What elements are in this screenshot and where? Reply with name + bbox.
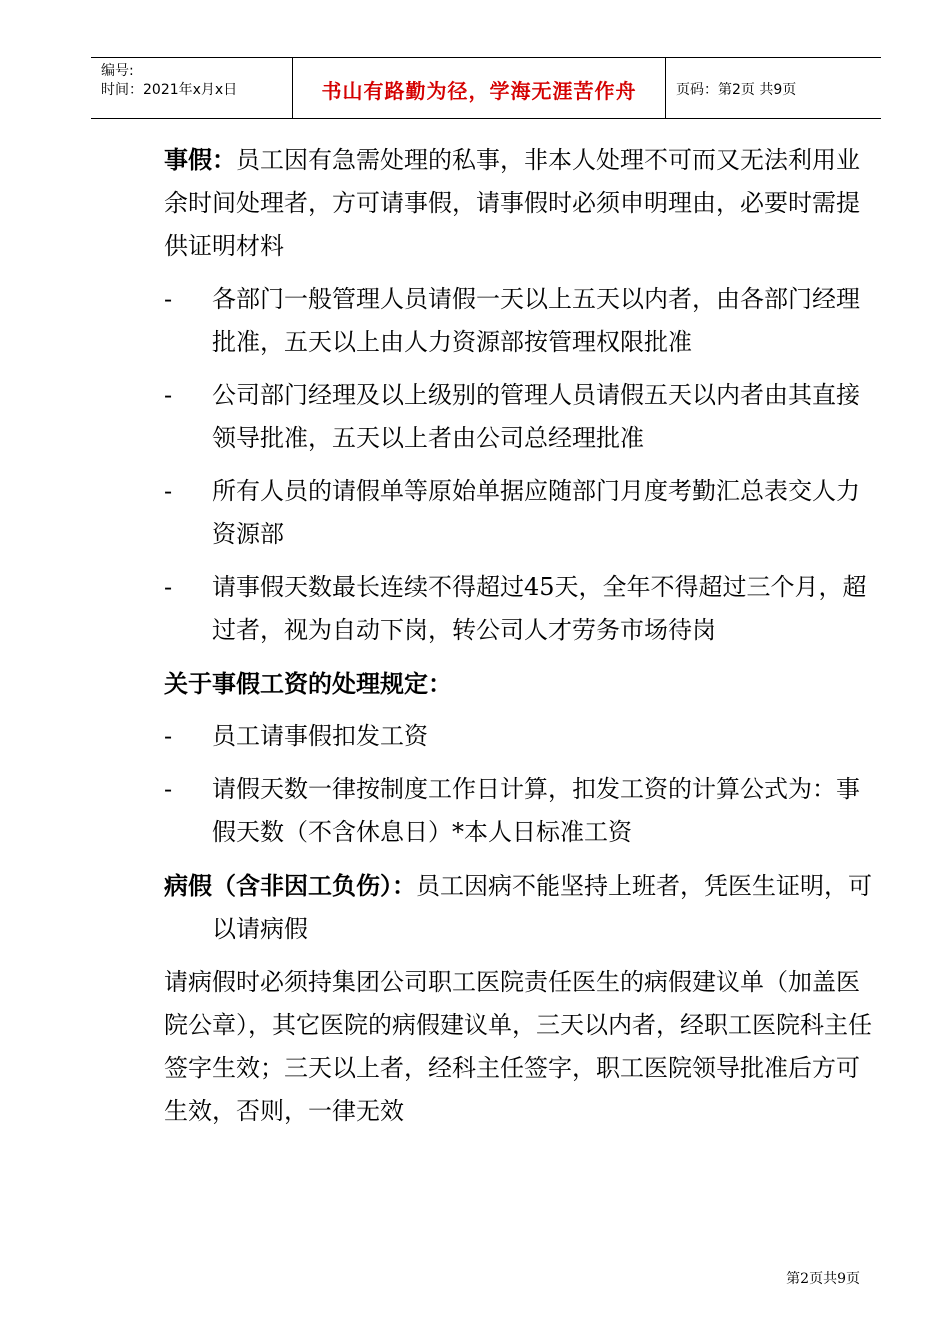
header-bottom-rule xyxy=(91,118,881,119)
list-item xyxy=(164,374,874,460)
list-item xyxy=(164,470,874,556)
list-item xyxy=(164,715,874,758)
personal-leave-definition xyxy=(164,138,874,268)
dash-bullet-icon: - xyxy=(164,722,173,750)
wage-rule-text: 请假天数一律按制度工作日计算，扣发工资的计算公式为：事假天数（不含休息日）*本人日标准工资 xyxy=(212,775,860,846)
list-item xyxy=(164,278,874,364)
personal-leave-term: 事假： xyxy=(164,145,236,174)
dash-bullet-icon: - xyxy=(164,775,173,803)
wage-rule-text: 员工请事假扣发工资 xyxy=(212,722,428,750)
rule-text: 所有人员的请假单等原始单据应随部门月度考勤汇总表交人力资源部 xyxy=(212,477,860,548)
wage-rules-heading: 关于事假工资的处理规定： xyxy=(164,669,452,698)
list-item xyxy=(164,566,874,652)
header-top-rule xyxy=(91,57,881,58)
list-item xyxy=(164,768,874,854)
header-motto: 书山有路勤为径，学海无涯苦作舟 xyxy=(321,79,637,103)
sick-leave-body: 员工因病不能坚持上班者，凭医生证明，可以请病假 xyxy=(212,872,872,943)
personal-leave-body: 员工因有急需处理的私事，非本人处理不可而又无法利用业余时间处理者，方可请事假，请事假时必须申明理由，必要时需提供证明材料 xyxy=(164,146,860,260)
rule-text: 请事假天数最长连续不得超过45天，全年不得超过三个月，超过者，视为自动下岗，转公司人才劳务市场待岗 xyxy=(212,573,867,644)
sick-leave-detail: 请病假时必须持集团公司职工医院责任医生的病假建议单（加盖医院公章），其它医院的病假建议单，三天以内者，经职工医院科主任签字生效；三天以上者，经科主任签字，职工医院领导批准后方可生效，否则，一律无效 xyxy=(164,968,872,1125)
header-meta xyxy=(101,62,237,100)
sick-leave-term: 病假（含非因工负伤）： xyxy=(164,871,416,900)
sick-leave-definition xyxy=(164,864,874,951)
header-number-label: 编号: xyxy=(101,63,134,79)
dash-bullet-icon: - xyxy=(164,285,173,313)
document-body xyxy=(164,138,874,1143)
rule-text: 公司部门经理及以上级别的管理人员请假五天以内者由其直接领导批准，五天以上者由公司总经理批准 xyxy=(212,381,860,452)
header-divider-right xyxy=(665,57,666,118)
dash-bullet-icon: - xyxy=(164,381,173,409)
dash-bullet-icon: - xyxy=(164,477,173,505)
dash-bullet-icon: - xyxy=(164,573,173,601)
header-time-label: 时间：2021年x月x日 xyxy=(101,82,238,98)
rule-text: 各部门一般管理人员请假一天以上五天以内者，由各部门经理批准，五天以上由人力资源部按管理权限批准 xyxy=(212,285,860,356)
footer-page-label: 第2页共9页 xyxy=(786,1271,860,1287)
header-page-label: 页码：第2页 共9页 xyxy=(676,82,797,98)
